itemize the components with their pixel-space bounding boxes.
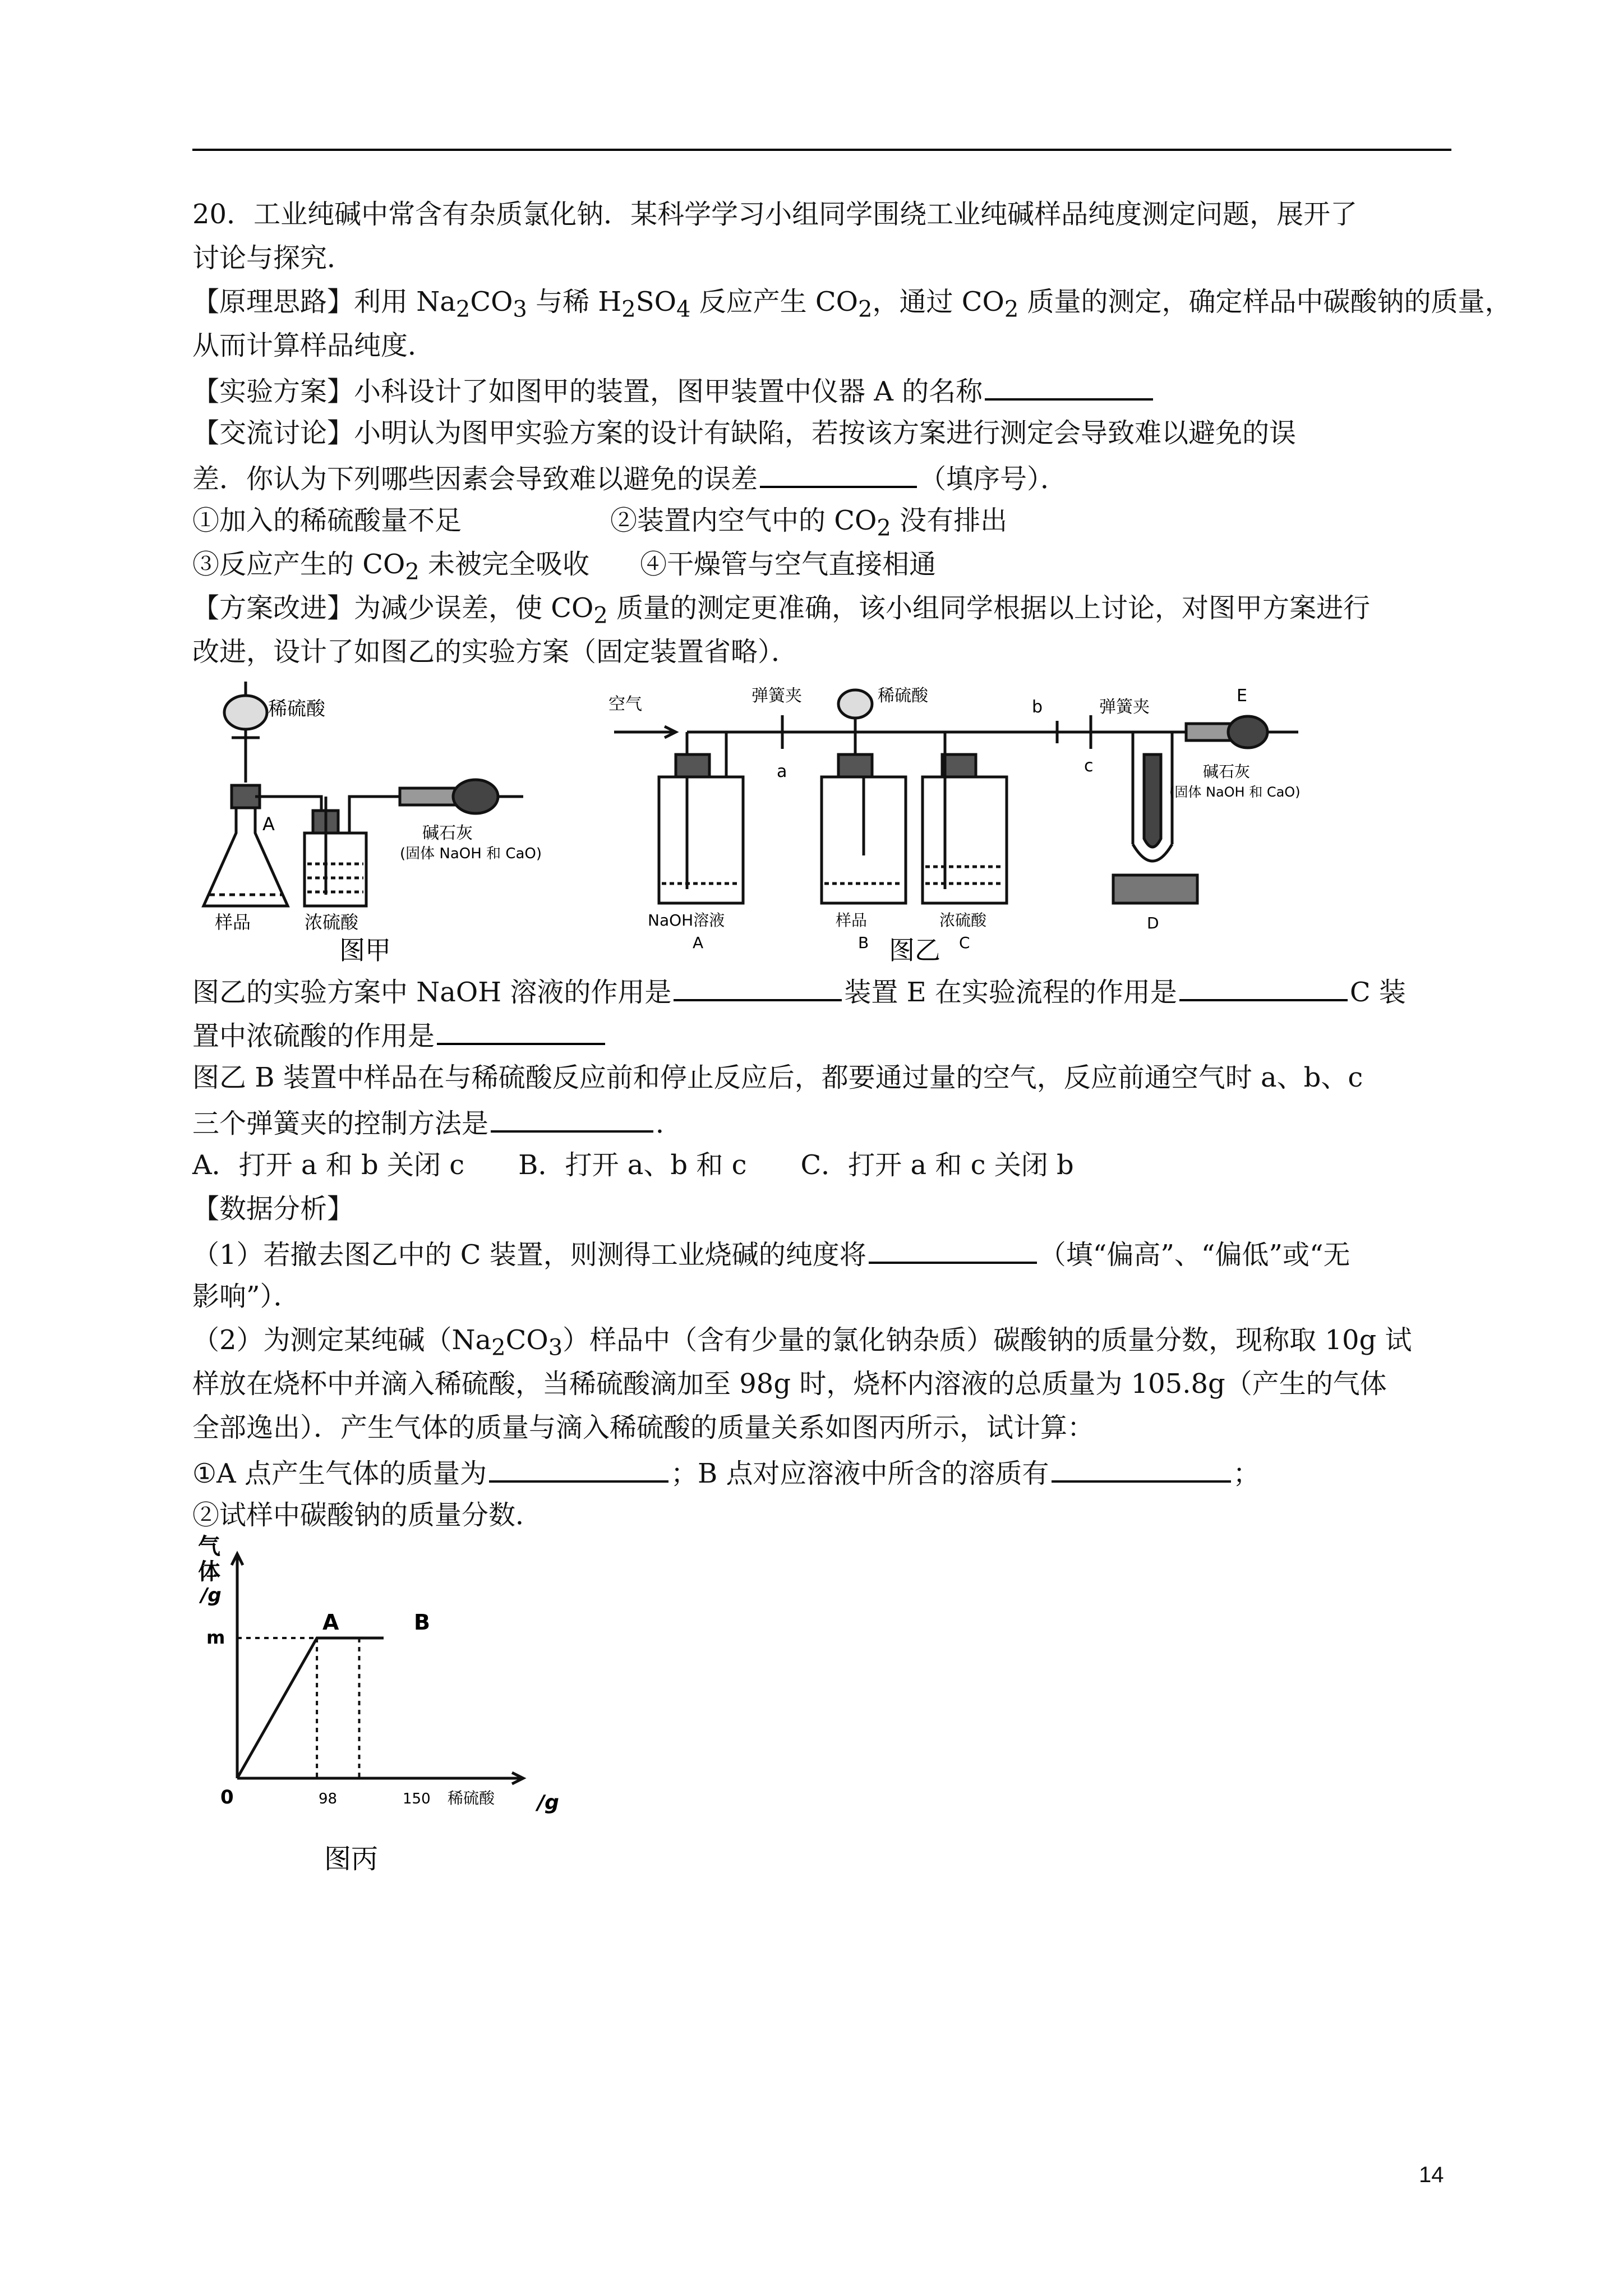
answer-blank-purity[interactable] xyxy=(869,1235,1037,1264)
answer-blank-gas-mass[interactable] xyxy=(489,1453,668,1483)
d1-line-1: （1）若撤去图乙中的 C 装置，则测得工业烧碱的纯度将 （填“偏高”、“偏低”或“无 xyxy=(192,1235,1350,1273)
label-lime-composition-yi: (固体 NaOH 和 CaO) xyxy=(1169,784,1301,800)
x-label: 稀硫酸 xyxy=(448,1789,495,1807)
options-line-2: ③反应产生的 $CO_2$ 未被完全吸收 ④干燥管与空气直接相通 xyxy=(192,549,937,585)
answer-blank-e[interactable] xyxy=(1179,972,1348,1001)
improve-line-2: 改进，设计了如图乙的实验方案（固定装置省略）． xyxy=(192,636,799,668)
label-E: E xyxy=(1237,686,1247,706)
header-rule xyxy=(192,149,1451,151)
x-tick-98: 98 xyxy=(319,1791,338,1807)
q-air-line-1: 图乙 B 装置中样品在与稀硫酸反应前和停止反应后，都要通过量的空气，反应前通空气时 a、b、c xyxy=(192,1062,1363,1093)
d4-line: ②试样中碳酸钠的质量分数． xyxy=(192,1499,543,1531)
d1-line-2: 影响”）． xyxy=(192,1281,301,1312)
d2-line-2: 样放在烧杯中并滴入稀硫酸，当稀硫酸滴加至 98g 时，烧杯内溶液的总质量为 105.8g（产生的气体 xyxy=(192,1368,1387,1400)
answer-blank-clips[interactable] xyxy=(491,1103,653,1133)
bottle-C-name: 浓硫酸 xyxy=(939,911,987,930)
label-clip-c: c xyxy=(1084,756,1094,776)
bottle-B-name: 样品 xyxy=(836,911,868,930)
plan-line: 【实验方案】小科设计了如图甲的装置，图甲装置中仪器 A 的名称 xyxy=(192,371,1155,409)
label-lime-yi: 碱石灰 xyxy=(1203,762,1251,781)
d3-line: ①A 点产生气体的质量为 ；B 点对应溶液中所含的溶质有 ； xyxy=(192,1453,1260,1492)
label-clip-2: 弹簧夹 xyxy=(1099,697,1150,717)
label-A: A xyxy=(262,813,275,835)
y-label-2: 体 xyxy=(198,1559,220,1585)
label-clip-b: b xyxy=(1032,697,1043,717)
label-acid: 稀硫酸 xyxy=(268,698,325,720)
q-air-line-2: 三个弹簧夹的控制方法是 ． xyxy=(192,1103,683,1142)
figure-bing-chart xyxy=(192,1531,596,1879)
principle-line: 【原理思路】利用 $Na_2CO_3$ 与稀 $H_2SO_4$ 反应产生 $CO_2$，通过 $CO_2$ 质量的测定，确定样品中碳酸钠的质量， xyxy=(192,286,1512,323)
discuss-line-1: 【交流讨论】小明认为图甲实验方案的设计有缺陷，若按该方案进行测定会导致难以避免的误 xyxy=(192,417,1297,449)
question-line-4: 从而计算样品纯度． xyxy=(192,330,435,361)
q-c-line: 置中浓硫酸的作用是 xyxy=(192,1016,607,1054)
options-line-1: ①加入的稀硫酸量不足 ②装置内空气中的 $CO_2$ 没有排出 xyxy=(192,505,1008,541)
x-unit: /g xyxy=(537,1791,559,1814)
q-naoh-line: 图乙的实验方案中 NaOH 溶液的作用是 装置 E 在实验流程的作用是 C 装 xyxy=(192,972,1406,1010)
series-line xyxy=(237,1638,384,1778)
answer-blank-naoh[interactable] xyxy=(674,972,842,1001)
bottle-A-label: A xyxy=(693,933,704,952)
bottle-C-label: C xyxy=(959,933,970,952)
figure-yi xyxy=(608,670,1321,962)
label-lime-composition: (固体 NaOH 和 CaO) xyxy=(400,845,542,862)
figure-jia xyxy=(192,670,546,962)
question-line-2: 讨论与探究． xyxy=(192,242,354,274)
answer-blank-factors[interactable] xyxy=(760,459,917,488)
label-clip-1: 弹簧夹 xyxy=(751,686,802,706)
x-tick-150: 150 xyxy=(403,1791,431,1807)
answer-blank-c[interactable] xyxy=(437,1016,605,1045)
y-label-1: 气 xyxy=(198,1534,220,1559)
answer-blank-instrument[interactable] xyxy=(985,371,1153,401)
point-A-label: A xyxy=(322,1610,339,1635)
discuss-line-2: 差．你认为下列哪些因素会导致难以避免的误差 （填序号）． xyxy=(192,459,1067,497)
d2-line-1: （2）为测定某纯碱$(Na_2CO_3)$样品中（含有少量的氯化钠杂质）碳酸钠的质量分数，现称取 10g 试 xyxy=(192,1324,1412,1361)
caption-yi: 图乙 xyxy=(889,935,940,962)
caption-bing: 图丙 xyxy=(324,1843,379,1875)
question-line-1: 20．工业纯碱中常含有杂质氯化钠．某科学学习小组同学围绕工业纯碱样品纯度测定问题，展开了 xyxy=(192,199,1358,230)
bottle-B-label: B xyxy=(858,933,869,952)
point-B-label: B xyxy=(414,1610,430,1635)
x-origin: 0 xyxy=(220,1786,234,1809)
d2-line-3: 全部逸出）．产生气体的质量与滴入稀硫酸的质量关系如图丙所示，试计算： xyxy=(192,1412,1095,1443)
y-tick-m: m xyxy=(206,1627,225,1648)
data-heading: 【数据分析】 xyxy=(192,1193,354,1225)
label-acid-yi: 稀硫酸 xyxy=(878,686,928,706)
page-number: 14 xyxy=(1419,2162,1444,2187)
bottle-A-name: NaOH溶液 xyxy=(648,911,725,930)
label-conc-acid: 浓硫酸 xyxy=(305,912,359,933)
label-sample: 样品 xyxy=(215,912,251,933)
label-lime: 碱石灰 xyxy=(422,823,473,843)
answer-blank-solutes[interactable] xyxy=(1052,1453,1231,1483)
tube-D-label: D xyxy=(1147,914,1159,932)
label-air: 空气 xyxy=(608,694,642,714)
y-label-unit: /g xyxy=(201,1584,222,1607)
caption-jia: 图甲 xyxy=(339,935,391,962)
improve-line-1: 【方案改进】为减少误差，使 $CO_2$ 质量的测定更准确，该小组同学根据以上讨论，对图甲方案进行 xyxy=(192,592,1371,629)
choices-line: A．打开 a 和 b 关闭 c B．打开 a、b 和 c C．打开 a 和 c 关闭 b xyxy=(192,1149,1074,1181)
label-clip-a: a xyxy=(777,762,787,781)
